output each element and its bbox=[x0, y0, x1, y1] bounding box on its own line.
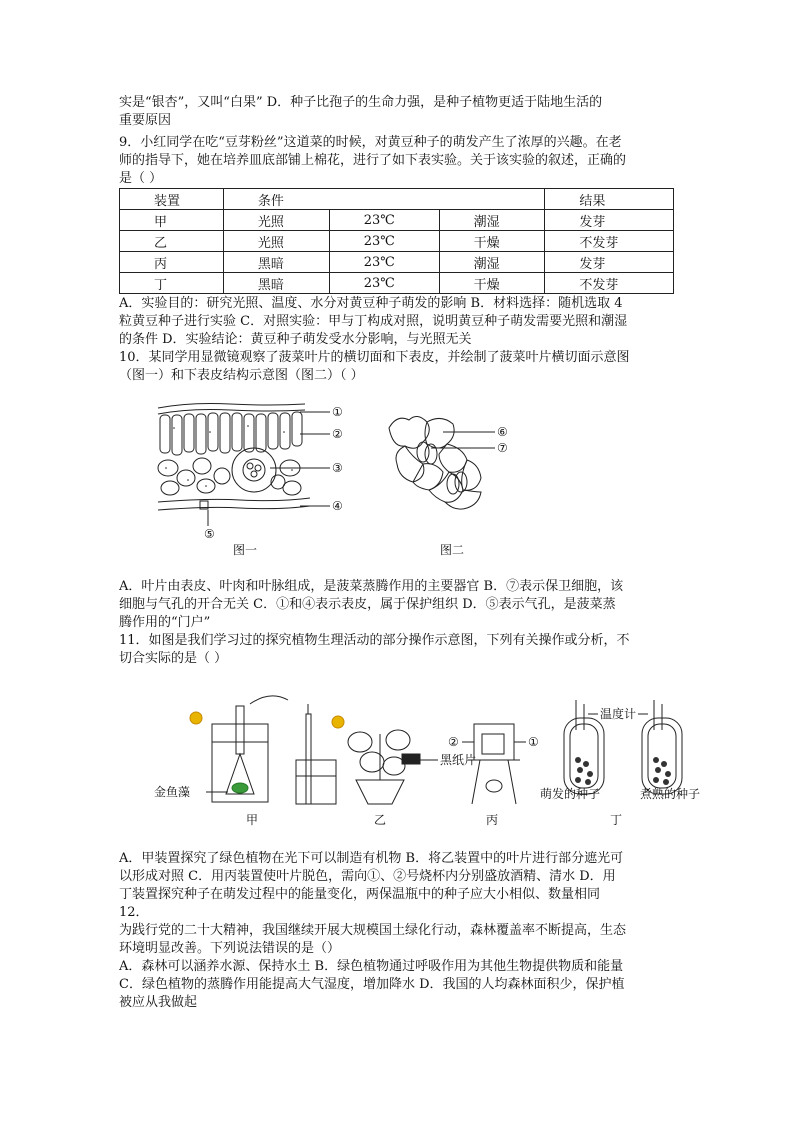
table-cell: 乙 bbox=[120, 231, 224, 252]
table-row bbox=[120, 252, 674, 273]
q12-number: 12． bbox=[119, 905, 149, 920]
table-cell: 甲 bbox=[120, 210, 224, 231]
q12-block bbox=[119, 904, 679, 1012]
table-cell: 丙 bbox=[120, 252, 224, 273]
q11-line-2: 切合实际的是（ ） bbox=[119, 651, 228, 666]
q10-stem bbox=[119, 349, 679, 385]
table-cell: 丁 bbox=[120, 273, 224, 294]
intro-text bbox=[119, 94, 679, 130]
label-6: ⑥ bbox=[497, 425, 508, 439]
goldfish-weed bbox=[232, 783, 248, 793]
q11-option-line-2: 以形成对照 C．用丙装置使叶片脱色，需向①、②号烧杯内分别盛放酒精、清水 D．用 bbox=[119, 869, 616, 884]
intro-line-1: 实是“银杏”，又叫“白果” D．种子比孢子的生命力强，是种子植物更适于陆地生活的 bbox=[119, 95, 603, 110]
table-cell: 23℃ bbox=[329, 231, 439, 252]
label-7: ⑦ bbox=[497, 441, 508, 455]
q12-line-2: 环境明显改善。下列说法错误的是（） bbox=[119, 941, 341, 956]
q9-line-3: 是（ ） bbox=[119, 171, 163, 186]
table-cell: 23℃ bbox=[329, 210, 439, 231]
table-cell: 不发芽 bbox=[545, 273, 674, 294]
q11-stem bbox=[119, 632, 679, 668]
header-device: 装置 bbox=[120, 189, 224, 210]
label-beaker-2: ② bbox=[448, 735, 459, 749]
table-cell: 23℃ bbox=[329, 252, 439, 273]
q9-option-line-1: A．实验目的：研究光照、温度、水分对黄豆种子萌发的影响 B．材料选择：随机选取 4 bbox=[119, 296, 623, 311]
table-header-row bbox=[120, 189, 674, 210]
caption-yi: 乙 bbox=[374, 813, 387, 827]
lower-epidermis bbox=[158, 498, 310, 502]
sun-icon bbox=[190, 712, 202, 724]
table-cell: 23℃ bbox=[329, 273, 439, 294]
fig1-caption: 图一 bbox=[233, 543, 258, 557]
q11-options bbox=[119, 850, 679, 904]
label-2: ② bbox=[332, 427, 343, 441]
q9-line-2: 师的指导下，她在培养皿底部铺上棉花，进行了如下表实验。关于该实验的叙述，正确的 bbox=[119, 153, 627, 168]
table-cell: 不发芽 bbox=[545, 231, 674, 252]
q9-line-1: 9．小红同学在吃“豆芽粉丝”这道菜的时候，对黄豆种子的萌发产生了浓厚的兴趣。在老 bbox=[119, 135, 622, 150]
label-sprouting-seeds: 萌发的种子 bbox=[540, 787, 601, 801]
intro-line-2: 重要原因 bbox=[119, 113, 172, 128]
vein bbox=[232, 448, 276, 492]
label-cooked-seeds: 煮熟的种子 bbox=[640, 787, 701, 801]
q10-option-line-1: A．叶片由表皮、叶肉和叶脉组成，是菠菜蒸腾作用的主要器官 B．⑦表示保卫细胞，该 bbox=[119, 579, 624, 594]
guard-cell bbox=[417, 442, 429, 462]
table-cell: 光照 bbox=[223, 231, 329, 252]
q12-option-line-3: 被应从我做起 bbox=[119, 995, 198, 1010]
table-cell: 发芽 bbox=[545, 210, 674, 231]
leaf-cross-section-figure bbox=[150, 398, 360, 543]
caption-jia: 甲 bbox=[246, 813, 259, 827]
q10-option-line-2: 细胞与气孔的开合无关 C．①和④表示表皮，属于保护组织 D．⑤表示气孔，是菠菜蒸 bbox=[119, 597, 616, 612]
q9-option-line-3: 的条件 D．实验结论：黄豆种子萌发受水分影响，与光照无关 bbox=[119, 332, 472, 347]
table-cell: 潮湿 bbox=[439, 252, 545, 273]
table-cell: 光照 bbox=[223, 210, 329, 231]
table-row bbox=[120, 231, 674, 252]
table-cell: 黑暗 bbox=[223, 252, 329, 273]
palisade-cells bbox=[160, 412, 302, 455]
q12-option-line-1: A．森林可以涵养水源、保持水土 B．绿色植物通过呼吸作用为其他生物提供物质和能量 bbox=[119, 959, 624, 974]
label-5: ⑤ bbox=[204, 527, 215, 541]
table-cell: 黑暗 bbox=[223, 273, 329, 294]
q9-option-line-2: 粒黄豆种子进行实验 C．对照实验：甲与丁构成对照，说明黄豆种子萌发需要光照和潮湿 bbox=[119, 314, 628, 329]
label-4: ④ bbox=[332, 499, 343, 513]
label-1: ① bbox=[332, 405, 343, 419]
q12-line-1: 为践行党的二十大精神，我国继续开展大规模国土绿化行动，森林覆盖率不断提高，生态 bbox=[119, 923, 627, 938]
table-cell: 干燥 bbox=[439, 231, 545, 252]
header-result: 结果 bbox=[545, 189, 674, 210]
table-row bbox=[120, 273, 674, 294]
sun-icon bbox=[332, 716, 344, 728]
black-paper bbox=[402, 754, 420, 764]
q10-line-1: 10．某同学用显微镜观察了菠菜叶片的横切面和下表皮，并绘制了菠菜叶片横切面示意图 bbox=[119, 350, 630, 365]
label-3: ③ bbox=[332, 461, 343, 475]
table-cell: 干燥 bbox=[439, 273, 545, 294]
caption-bing: 丙 bbox=[486, 813, 499, 827]
q11-option-line-1: A．甲装置探究了绿色植物在光下可以制造有机物 B．将乙装置中的叶片进行部分遮光可 bbox=[119, 851, 624, 866]
q10-options bbox=[119, 578, 679, 632]
q10-option-line-3: 腾作用的“门户” bbox=[119, 615, 211, 630]
spongy-cells bbox=[158, 458, 301, 495]
label-black-paper: 黑纸片 bbox=[440, 753, 477, 767]
q12-option-line-2: C．绿色植物的蒸腾作用能提高大气湿度，增加降水 D．我国的人均森林面积少，保护植 bbox=[119, 977, 625, 992]
lower-epidermis-figure bbox=[383, 408, 523, 520]
label-beaker-1: ① bbox=[528, 735, 539, 749]
fig2-caption: 图二 bbox=[440, 543, 465, 557]
q11-line-1: 11．如图是我们学习过的探究植物生理活动的部分操作示意图，下列有关操作或分析，不 bbox=[119, 633, 630, 648]
apparatus-yi bbox=[332, 716, 438, 804]
header-condition: 条件 bbox=[223, 189, 545, 210]
table-row bbox=[120, 210, 674, 231]
q11-option-line-3: 丁装置探究种子在萌发过程中的能量变化，两保温瓶中的种子应大小相似、数量相同 bbox=[119, 887, 601, 902]
q9-stem bbox=[119, 134, 679, 188]
upper-epidermis bbox=[158, 404, 305, 409]
table-cell: 发芽 bbox=[545, 252, 674, 273]
label-thermometer: 温度计 bbox=[600, 707, 637, 721]
label-goldfish: 金鱼藻 bbox=[154, 785, 191, 799]
q10-line-2: （图一）和下表皮结构示意图（图二）（ ） bbox=[119, 368, 364, 383]
experiment-table bbox=[119, 188, 674, 294]
experiment-figures bbox=[150, 684, 720, 832]
table-cell: 潮湿 bbox=[439, 210, 545, 231]
caption-ding: 丁 bbox=[610, 813, 623, 827]
q9-options bbox=[119, 295, 679, 349]
apparatus-jia bbox=[190, 696, 336, 804]
